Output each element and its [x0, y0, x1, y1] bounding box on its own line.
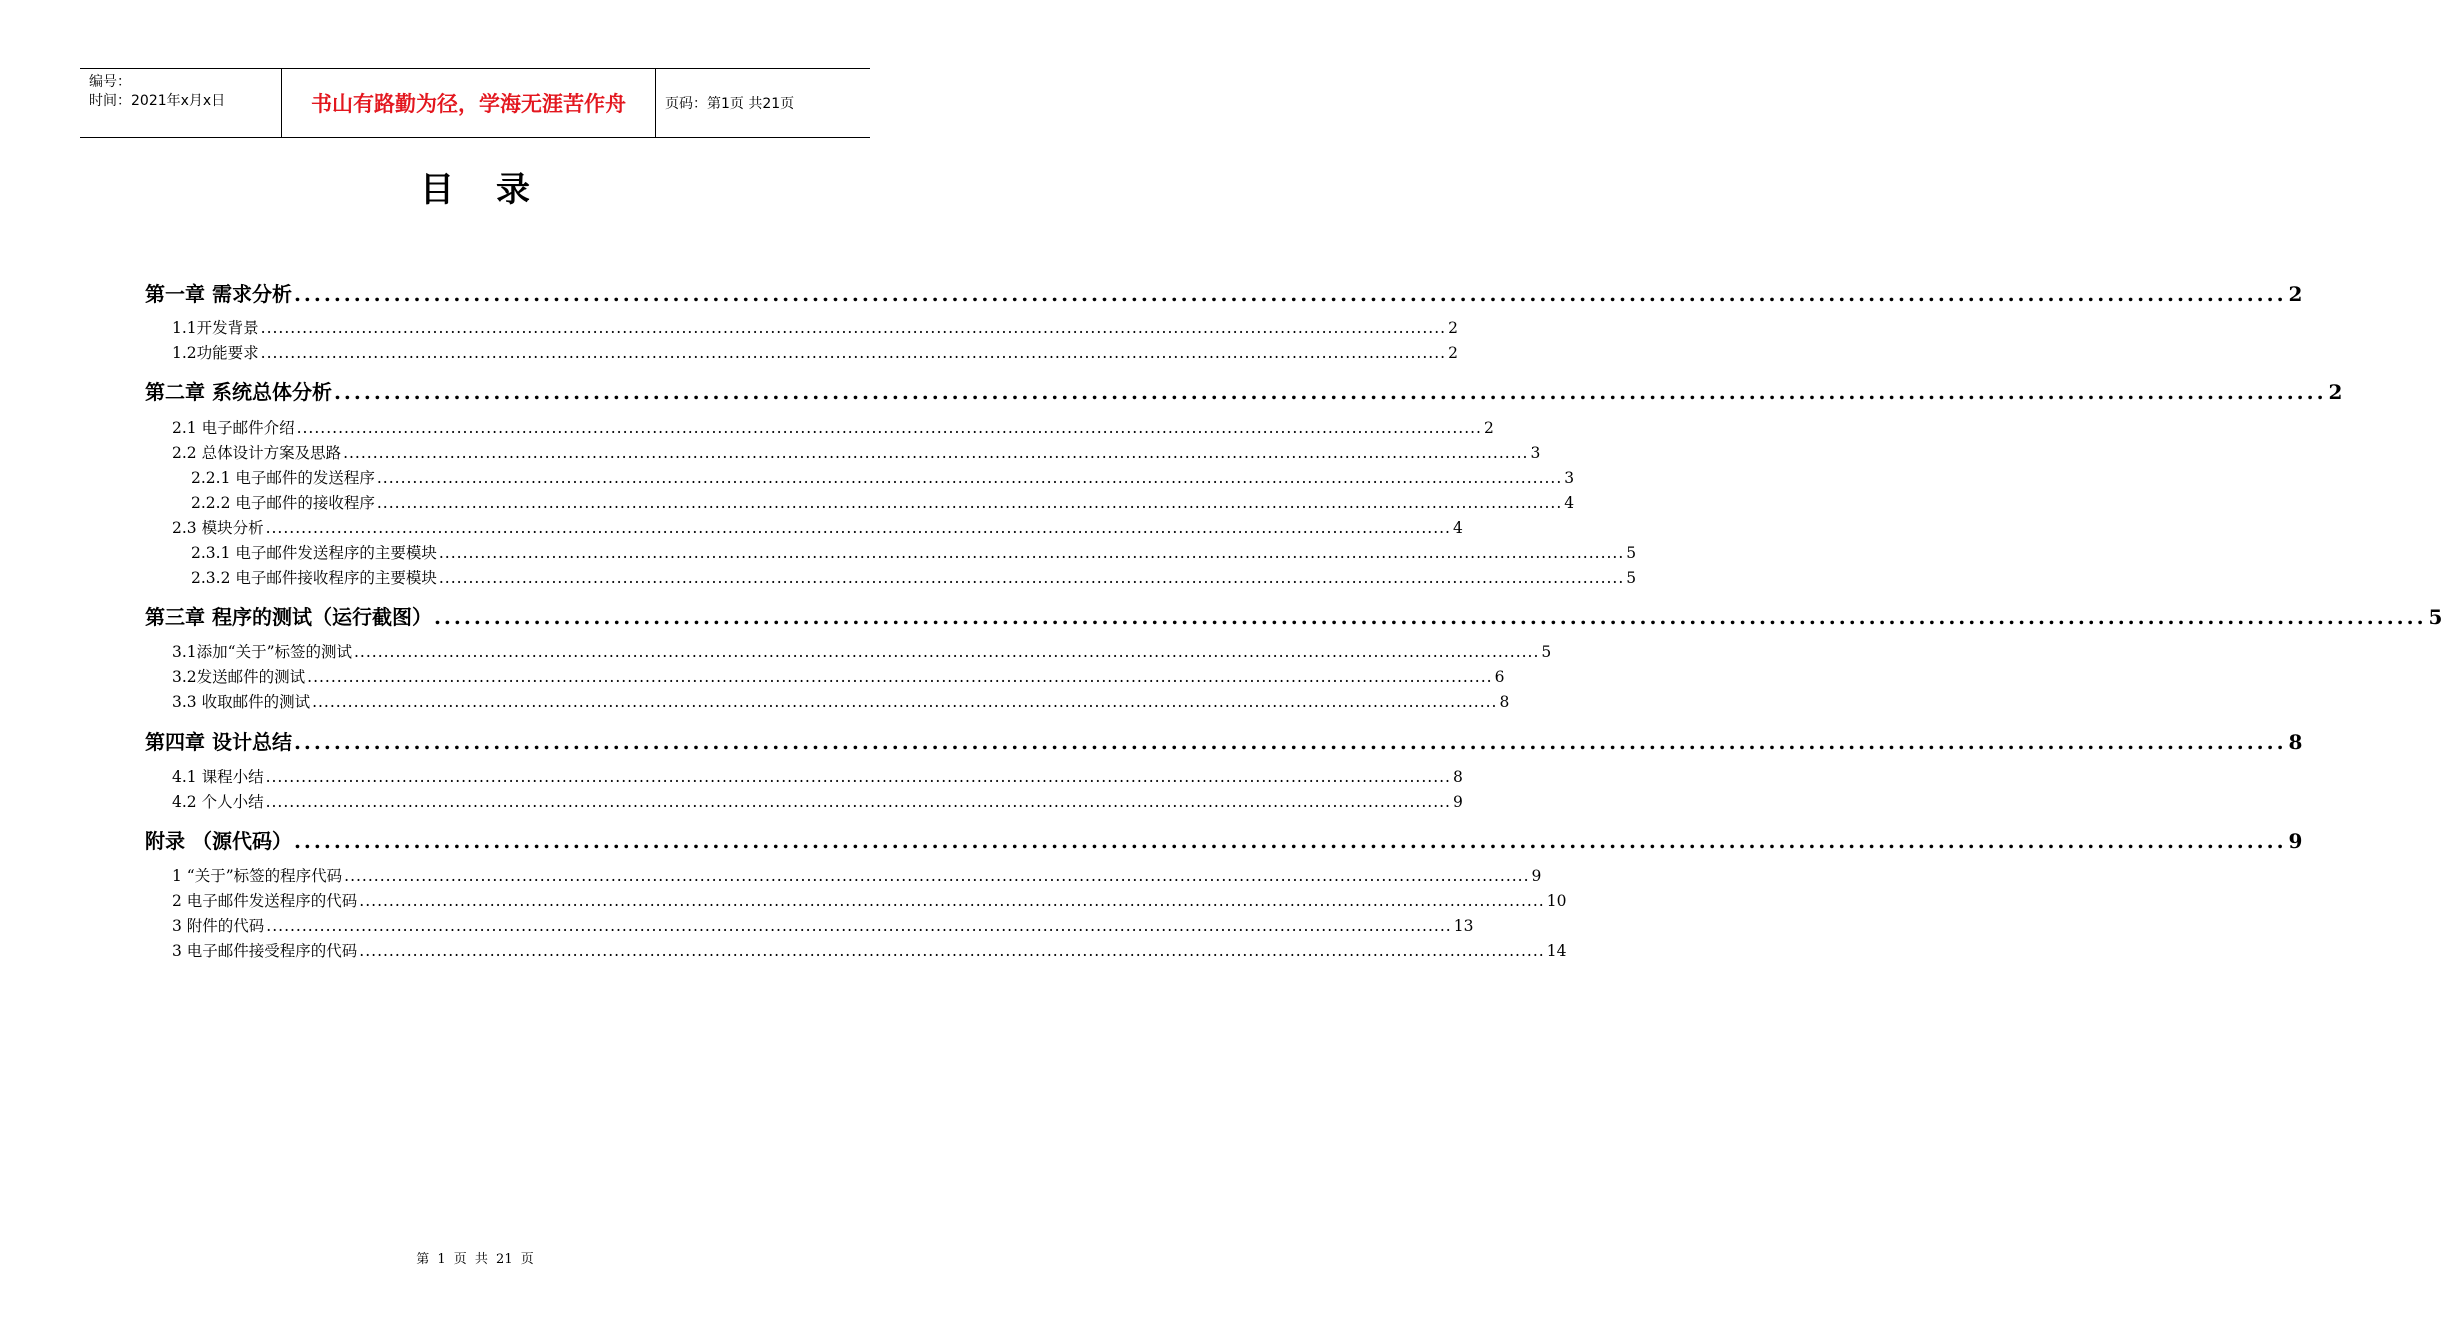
toc-leader-dots: ........................................................................................................................................................................................................ — [333, 380, 2327, 404]
toc-entry-label: 第二章 系统总体分析 — [145, 380, 332, 404]
toc-entry-label: 3 附件的代码 — [172, 917, 265, 935]
toc-page-number: 9 — [2288, 829, 2303, 853]
toc-leader-dots: ........................................................................................................................................................................................................ — [376, 494, 1563, 512]
toc-page-number: 8 — [1452, 768, 1463, 786]
toc-entry-label: 2 电子邮件发送程序的代码 — [172, 892, 358, 910]
toc-section-entry[interactable] — [172, 889, 1567, 911]
toc-page-number: 5 — [1541, 643, 1552, 661]
page-footer: 第 1 页 共 21 页 — [416, 1252, 534, 1267]
toc-section-entry[interactable] — [191, 466, 1575, 488]
toc-leader-dots: ........................................................................................................................................................................................................ — [343, 444, 1529, 462]
toc-page-number: 8 — [2288, 730, 2303, 754]
toc-leader-dots: ........................................................................................................................................................................................................ — [265, 519, 1451, 537]
toc-leader-dots: ........................................................................................................................................................................................................ — [260, 319, 1447, 337]
toc-page-number: 3 — [1564, 469, 1575, 487]
toc-section-entry[interactable] — [172, 640, 1552, 662]
toc-page-number: 6 — [1494, 668, 1505, 686]
toc-page-number: 5 — [1626, 569, 1637, 587]
toc-leader-dots: ........................................................................................................................................................................................................ — [293, 829, 2287, 853]
toc-page-number: 3 — [1530, 444, 1541, 462]
toc-entry-label: 1.2功能要求 — [172, 344, 259, 362]
toc-page-number: 4 — [1452, 519, 1463, 537]
toc-entry-label: 2.3.2 电子邮件接收程序的主要模块 — [191, 569, 437, 587]
toc-leader-dots: ........................................................................................................................................................................................................ — [296, 419, 1482, 437]
toc-section-entry[interactable] — [172, 516, 1463, 538]
toc-entry-label: 3.3 收取邮件的测试 — [172, 693, 311, 711]
toc-leader-dots: ........................................................................................................................................................................................................ — [293, 730, 2287, 754]
toc-leader-dots: ........................................................................................................................................................................................................ — [265, 793, 1451, 811]
toc-section-entry[interactable] — [191, 491, 1575, 513]
toc-section-entry[interactable] — [172, 690, 1510, 712]
toc-entry-label: 2.1 电子邮件介绍 — [172, 419, 295, 437]
toc-entry-label: 2.3 模块分析 — [172, 519, 264, 537]
toc-section-entry[interactable] — [172, 665, 1505, 687]
toc-chapter-entry[interactable] — [145, 376, 2343, 405]
toc-page-number: 4 — [1564, 494, 1575, 512]
toc-section-entry[interactable] — [172, 316, 1458, 338]
toc-section-entry[interactable] — [191, 541, 1637, 563]
header-motto: 书山有路勤为径，学海无涯苦作舟 — [282, 69, 656, 137]
toc-leader-dots: ........................................................................................................................................................................................................ — [312, 693, 1498, 711]
toc-entry-label: 2.3.1 电子邮件发送程序的主要模块 — [191, 544, 437, 562]
toc-section-entry[interactable] — [172, 914, 1474, 936]
toc-entry-label: 3.1添加“关于”标签的测试 — [172, 643, 352, 661]
toc-entry-label: 第一章 需求分析 — [145, 282, 292, 306]
toc-entry-label: 2.2 总体设计方案及思路 — [172, 444, 342, 462]
header-number-label: 编号： — [89, 74, 131, 90]
toc-section-entry[interactable] — [172, 864, 1542, 886]
toc-leader-dots: ........................................................................................................................................................................................................ — [265, 768, 1451, 786]
header-page-info: 页码：第1页 共21页 — [665, 96, 795, 112]
toc-chapter-entry[interactable] — [145, 825, 2303, 854]
toc-entry-label: 3.2发送邮件的测试 — [172, 668, 306, 686]
toc-page-number: 9 — [1531, 867, 1542, 885]
toc-entry-label: 第四章 设计总结 — [145, 730, 292, 754]
toc-section-entry[interactable] — [172, 765, 1463, 787]
toc-leader-dots: ........................................................................................................................................................................................................ — [260, 344, 1447, 362]
toc-section-entry[interactable] — [172, 790, 1463, 812]
header-time-label: 时间：2021年x月x日 — [89, 93, 226, 109]
toc-entry-label: 4.2 个人小结 — [172, 793, 264, 811]
toc-section-entry[interactable] — [172, 441, 1541, 463]
toc-page-number: 2 — [1448, 344, 1458, 362]
page-title: 目录 — [420, 170, 572, 210]
toc-leader-dots: ........................................................................................................................................................................................................ — [307, 668, 1493, 686]
toc-page-number: 14 — [1546, 942, 1567, 960]
toc-leader-dots: ........................................................................................................................................................................................................ — [438, 569, 1625, 587]
toc-page-number: 2 — [1483, 419, 1494, 437]
toc-page-number: 2 — [1448, 319, 1458, 337]
toc-leader-dots: ........................................................................................................................................................................................................ — [354, 643, 1540, 661]
toc-page-number: 10 — [1546, 892, 1567, 910]
toc-entry-label: 4.1 课程小结 — [172, 768, 264, 786]
toc-page-number: 2 — [2328, 380, 2343, 404]
toc-leader-dots: ........................................................................................................................................................................................................ — [266, 917, 1452, 935]
toc-page-number: 13 — [1453, 917, 1474, 935]
toc-leader-dots: ........................................................................................................................................................................................................ — [359, 942, 1545, 960]
toc-chapter-entry[interactable] — [145, 726, 2303, 755]
toc-entry-label: 2.2.1 电子邮件的发送程序 — [191, 469, 375, 487]
toc-leader-dots: ........................................................................................................................................................................................................ — [438, 544, 1625, 562]
toc-entry-label: 3 电子邮件接受程序的代码 — [172, 942, 358, 960]
toc-leader-dots: ........................................................................................................................................................................................................ — [293, 282, 2287, 306]
toc-entry-label: 附录 （源代码） — [145, 829, 292, 853]
toc-entry-label: 1.1开发背景 — [172, 319, 259, 337]
toc-section-entry[interactable] — [172, 939, 1567, 961]
toc-entry-label: 第三章 程序的测试（运行截图） — [145, 605, 432, 629]
toc-page-number: 5 — [2428, 605, 2442, 629]
toc-leader-dots: ........................................................................................................................................................................................................ — [376, 469, 1563, 487]
toc-page-number: 5 — [1626, 544, 1637, 562]
toc-entry-label: 1 “关于”标签的程序代码 — [172, 867, 343, 885]
toc-page-number: 9 — [1452, 793, 1463, 811]
toc-page-number: 2 — [2288, 282, 2303, 306]
toc-section-entry[interactable] — [172, 341, 1458, 363]
toc-page-number: 8 — [1499, 693, 1510, 711]
toc-leader-dots: ........................................................................................................................................................................................................ — [359, 892, 1545, 910]
toc-section-entry[interactable] — [172, 416, 1494, 438]
toc-chapter-entry[interactable] — [145, 278, 2303, 307]
toc-leader-dots: ........................................................................................................................................................................................................ — [344, 867, 1530, 885]
toc-chapter-entry[interactable] — [145, 601, 2442, 630]
toc-entry-label: 2.2.2 电子邮件的接收程序 — [191, 494, 375, 512]
toc-leader-dots: ........................................................................................................................................................................................................ — [433, 605, 2427, 629]
toc-section-entry[interactable] — [191, 566, 1637, 588]
